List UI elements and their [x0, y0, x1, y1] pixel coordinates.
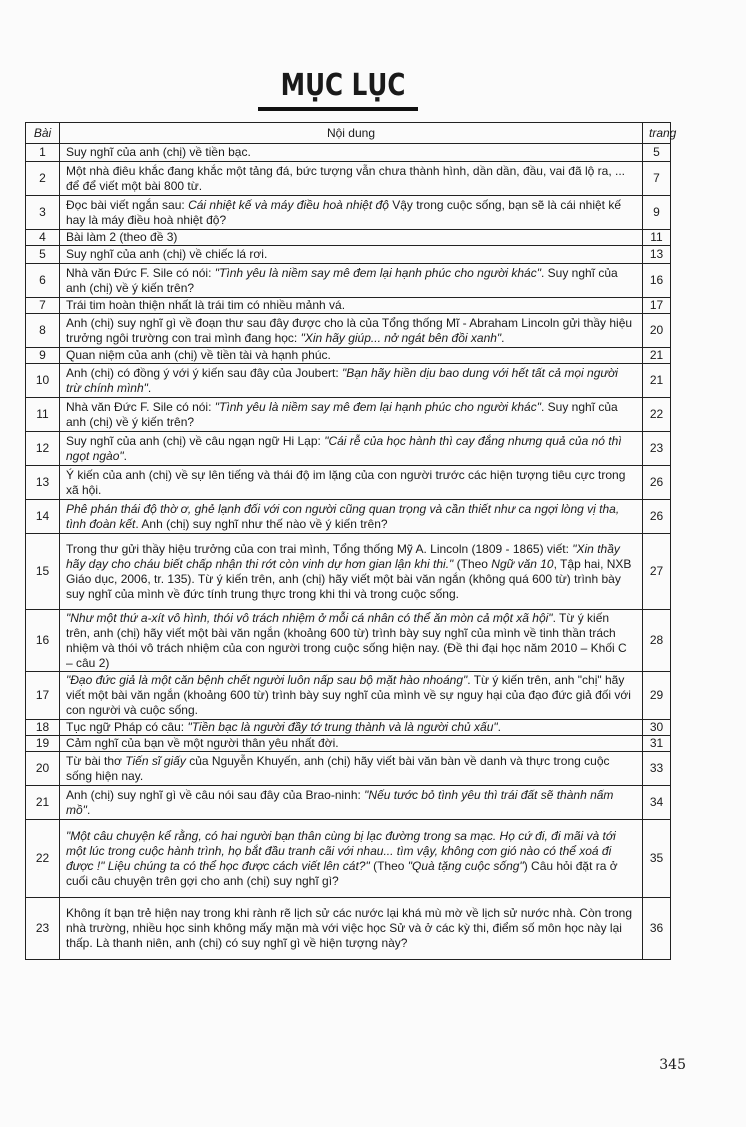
content-text: . Từ ý kiến trên, anh (chị) hãy viết một bài văn ngắn (khoảng 600 từ) trình bày suy nghĩ của mình về tinh thần trách nhiệm và thói vô trách nhiệm của con người trong cuộc sống hiện nay. (Đề thi đại học năm 2010 – Khối C – câu 2)	[66, 610, 627, 670]
page-ref: 34	[643, 786, 671, 820]
table-row	[26, 196, 671, 230]
content-text: (Theo	[453, 556, 492, 571]
page-ref: 17	[643, 298, 671, 314]
page-ref: 7	[643, 162, 671, 196]
table-row	[26, 736, 671, 752]
content-text: "Một câu chuyện kể rằng, có hai người bạn thân cùng bị lạc đường trong sa mạc. Họ cứ đi, đi mãi và tới một lúc trong cuộc hành trình, họ bắt đầu tranh cãi với nhau... tìm vậy, không cơn gió nào có thể xoá đi được !" Liệu chúng ta có thể học được cách viết lên cát?"	[66, 828, 616, 873]
page-ref: 23	[643, 432, 671, 466]
content-text: . Anh (chị) suy nghĩ như thế nào về ý kiến trên?	[135, 516, 388, 531]
content-text: "Như một thứ a-xít vô hình, thói vô trách nhiệm ở mỗi cá nhân có thể ăn mòn cả một xã hội"	[66, 610, 553, 625]
lesson-content	[60, 752, 643, 786]
table-row	[26, 500, 671, 534]
content-text: Trái tim hoàn thiện nhất là trái tim có nhiều mảnh vá.	[66, 298, 346, 312]
lesson-number: 15	[26, 534, 60, 610]
page-ref: 13	[643, 246, 671, 264]
content-text: Anh (chị) suy nghĩ gì về câu nói sau đây của Brao-ninh:	[66, 787, 365, 802]
content-text: .	[147, 380, 152, 395]
table-row	[26, 264, 671, 298]
content-text: Không ít bạn trẻ hiện nay trong khi rành rẽ lịch sử các nước lại khá mù mờ về lịch sử nước nhà. Còn trong nhà trường, nhiều học sinh không mấy mặn mà với việc học Sử và ở các kỳ thi, điểm số môn học này lại thấp. Là thanh niên, anh (chị) có suy nghĩ gì về hiện tượng này?	[66, 906, 633, 950]
content-text: Trong thư gửi thầy hiệu trưởng của con trai mình, Tổng thống Mỹ A. Lincoln (1809 - 1865) viết:	[66, 541, 573, 556]
content-text: Ngữ văn 10	[491, 556, 554, 571]
table-row	[26, 534, 671, 610]
lesson-content	[60, 246, 643, 264]
content-text: Suy nghĩ của anh (chị) về câu ngạn ngữ Hi Lạp:	[66, 433, 325, 448]
lesson-number: 14	[26, 500, 60, 534]
content-text: . Suy nghĩ của anh (chị) về ý kiến trên?	[66, 265, 618, 295]
page-ref: 30	[643, 720, 671, 736]
toc-body	[26, 144, 671, 960]
page-ref: 35	[643, 820, 671, 898]
content-text: .	[501, 330, 505, 345]
content-text: Đọc bài viết ngắn sau:	[66, 197, 189, 212]
content-text: Nhà văn Đức F. Sile có nói:	[66, 399, 215, 414]
page-ref: 20	[643, 314, 671, 348]
header-row	[26, 123, 671, 144]
title-underline	[258, 107, 418, 111]
content-text: (Theo	[369, 858, 408, 873]
lesson-content	[60, 820, 643, 898]
table-row	[26, 144, 671, 162]
content-text: "Bạn hãy hiền dịu bao dung với hết tất cả mọi người trừ chính mình"	[66, 365, 618, 395]
lesson-content	[60, 786, 643, 820]
header-lesson: Bài	[26, 123, 60, 144]
content-text: Cảm nghĩ của bạn về một người thân yêu nhất đời.	[66, 736, 339, 750]
lesson-number: 9	[26, 348, 60, 364]
table-row	[26, 898, 671, 960]
lesson-number: 22	[26, 820, 60, 898]
lesson-number: 13	[26, 466, 60, 500]
lesson-number: 12	[26, 432, 60, 466]
table-row	[26, 786, 671, 820]
lesson-content	[60, 264, 643, 298]
lesson-number: 1	[26, 144, 60, 162]
lesson-content	[60, 720, 643, 736]
lesson-content	[60, 348, 643, 364]
page-ref: 5	[643, 144, 671, 162]
lesson-content	[60, 610, 643, 672]
table-row	[26, 230, 671, 246]
lesson-number: 4	[26, 230, 60, 246]
lesson-number: 8	[26, 314, 60, 348]
table-row	[26, 298, 671, 314]
page-ref: 16	[643, 264, 671, 298]
table-row	[26, 466, 671, 500]
content-text: Một nhà điêu khắc đang khắc một tảng đá, bức tượng vẫn chưa thành hình, dần dần, đầu, vai đã lộ ra, ... để để viết một bài 800 từ.	[66, 163, 625, 193]
page-ref: 29	[643, 672, 671, 720]
lesson-number: 10	[26, 364, 60, 398]
lesson-content	[60, 162, 643, 196]
table-row	[26, 752, 671, 786]
lesson-content	[60, 298, 643, 314]
page-ref: 26	[643, 466, 671, 500]
content-text: .	[497, 720, 502, 734]
lesson-number: 5	[26, 246, 60, 264]
content-text: Bài làm 2 (theo đề 3)	[66, 230, 178, 244]
lesson-number: 23	[26, 898, 60, 960]
content-text: .	[123, 448, 127, 463]
content-text: "Xin thầy hãy dạy cho cháu biết chấp nhận thi rớt còn vinh dự hơn gian lận khi thi."	[66, 541, 620, 571]
lesson-number: 3	[26, 196, 60, 230]
content-text: Suy nghĩ của anh (chị) về tiền bạc.	[66, 145, 251, 159]
lesson-content	[60, 672, 643, 720]
page-number: 345	[659, 1057, 686, 1073]
lesson-content	[60, 736, 643, 752]
page-ref: 27	[643, 534, 671, 610]
page-ref: 22	[643, 398, 671, 432]
table-row	[26, 720, 671, 736]
page-ref: 31	[643, 736, 671, 752]
content-text: Suy nghĩ của anh (chị) về chiếc lá rơi.	[66, 247, 268, 261]
content-text: Anh (chị) suy nghĩ gì về đoạn thư sau đây được cho là của Tổng thống Mĩ - Abraham Lincoln gửi thầy hiệu trưởng ngôi trường con trai mình đang học:	[66, 315, 633, 345]
lesson-number: 16	[26, 610, 60, 672]
content-text: . Từ ý kiến trên, anh "chị" hãy viết một bài văn ngắn (khoảng 600 từ) trình bày suy nghĩ của mình về sự nguy hại của đạo đức giả đối với con người và cuộc sống.	[66, 673, 631, 717]
content-text: ) Câu hỏi đặt ra ở cuối câu chuyện trên gợi cho anh (chị) suy nghĩ gì?	[66, 858, 618, 888]
table-row	[26, 672, 671, 720]
page-ref: 21	[643, 348, 671, 364]
lesson-content	[60, 230, 643, 246]
content-text: "Quà tặng cuộc sống"	[407, 858, 524, 873]
content-text: Phê phán thái độ thờ ơ, ghẻ lạnh đối với con người cũng quan trọng và cần thiết như ca ngợi lòng vị tha, tình đoàn kết	[66, 501, 620, 531]
lesson-content	[60, 432, 643, 466]
header-content: Nội dung	[60, 123, 643, 144]
table-row	[26, 610, 671, 672]
table-of-contents	[25, 122, 677, 960]
header-page: trang	[643, 123, 671, 144]
content-text: "Xin hãy giúp... nở ngát bên đồi xanh"	[300, 330, 502, 345]
page-ref: 28	[643, 610, 671, 672]
lesson-content	[60, 898, 643, 960]
content-text: "Nếu tước bỏ tình yêu thì trái đất sẽ thành nấm mồ"	[66, 787, 614, 817]
content-text: Ý kiến của anh (chị) về sự lên tiếng và thái độ im lặng của con người trước các hiện tượng tiêu cực trong xã hội.	[66, 467, 626, 497]
lesson-number: 18	[26, 720, 60, 736]
table-row	[26, 246, 671, 264]
content-text: Nhà văn Đức F. Sile có nói:	[66, 265, 215, 280]
lesson-content	[60, 314, 643, 348]
table-row	[26, 820, 671, 898]
page-ref: 33	[643, 752, 671, 786]
content-text: "Cái rễ của học hành thì cay đắng nhưng quả của nó thì ngọt ngào"	[66, 433, 622, 463]
lesson-content	[60, 534, 643, 610]
content-text: , Tập hai, NXB Giáo dục, 2006, tr. 135). Từ ý kiến trên, anh (chị) hãy viết một bài văn ngắn (không quá 600 từ) trình bày suy nghĩ của mình về đức tính trung thực trong khi thi và trong cuộc sống.	[66, 556, 632, 601]
table-row	[26, 314, 671, 348]
page-ref: 9	[643, 196, 671, 230]
lesson-number: 19	[26, 736, 60, 752]
content-text: Từ bài thơ	[66, 753, 126, 768]
content-text: . Suy nghĩ của anh (chị) về ý kiến trên?	[66, 399, 618, 429]
content-text: "Tình yêu là niềm say mê đem lại hạnh phúc cho người khác"	[214, 265, 541, 280]
lesson-number: 17	[26, 672, 60, 720]
content-text: Quan niệm của anh (chị) về tiền tài và hạnh phúc.	[66, 348, 331, 362]
content-text: "Đạo đức giả là một căn bệnh chết người luôn nấp sau bộ mặt hào nhoáng"	[66, 673, 468, 687]
table-row	[26, 432, 671, 466]
page-title: MỤC LỤC	[280, 68, 406, 103]
page-ref: 36	[643, 898, 671, 960]
content-text: "Tiền bạc là người đầy tớ trung thành và là người chủ xấu"	[187, 720, 498, 734]
table-row	[26, 348, 671, 364]
content-text: "Tình yêu là niềm say mê đem lại hạnh phúc cho người khác"	[214, 399, 541, 414]
page-ref: 11	[643, 230, 671, 246]
lesson-content	[60, 196, 643, 230]
content-text: .	[86, 802, 91, 817]
lesson-content	[60, 398, 643, 432]
content-text: Anh (chị) có đồng ý với ý kiến sau đây của Joubert:	[66, 365, 343, 380]
lesson-number: 2	[26, 162, 60, 196]
lesson-content	[60, 144, 643, 162]
lesson-content	[60, 466, 643, 500]
lesson-number: 7	[26, 298, 60, 314]
content-text: Cái nhiệt kế và máy điều hoà nhiệt độ	[188, 197, 389, 212]
content-text: Tục ngữ Pháp có câu:	[66, 720, 188, 734]
page-ref: 26	[643, 500, 671, 534]
content-text: Vậy trong cuộc sống, bạn sẽ là cái nhiệt kế hay là máy điều hoà nhiệt độ?	[66, 197, 622, 227]
table-row	[26, 162, 671, 196]
lesson-number: 11	[26, 398, 60, 432]
lesson-number: 6	[26, 264, 60, 298]
table-row	[26, 364, 671, 398]
lesson-number: 21	[26, 786, 60, 820]
lesson-number: 20	[26, 752, 60, 786]
lesson-content	[60, 364, 643, 398]
content-text: của Nguyễn Khuyến, anh (chị) hãy viết bài văn bàn về danh và thực trong cuộc sống hiện nay.	[66, 753, 610, 783]
content-text: Tiến sĩ giấy	[125, 753, 186, 768]
lesson-content	[60, 500, 643, 534]
table-row	[26, 398, 671, 432]
page-ref: 21	[643, 364, 671, 398]
